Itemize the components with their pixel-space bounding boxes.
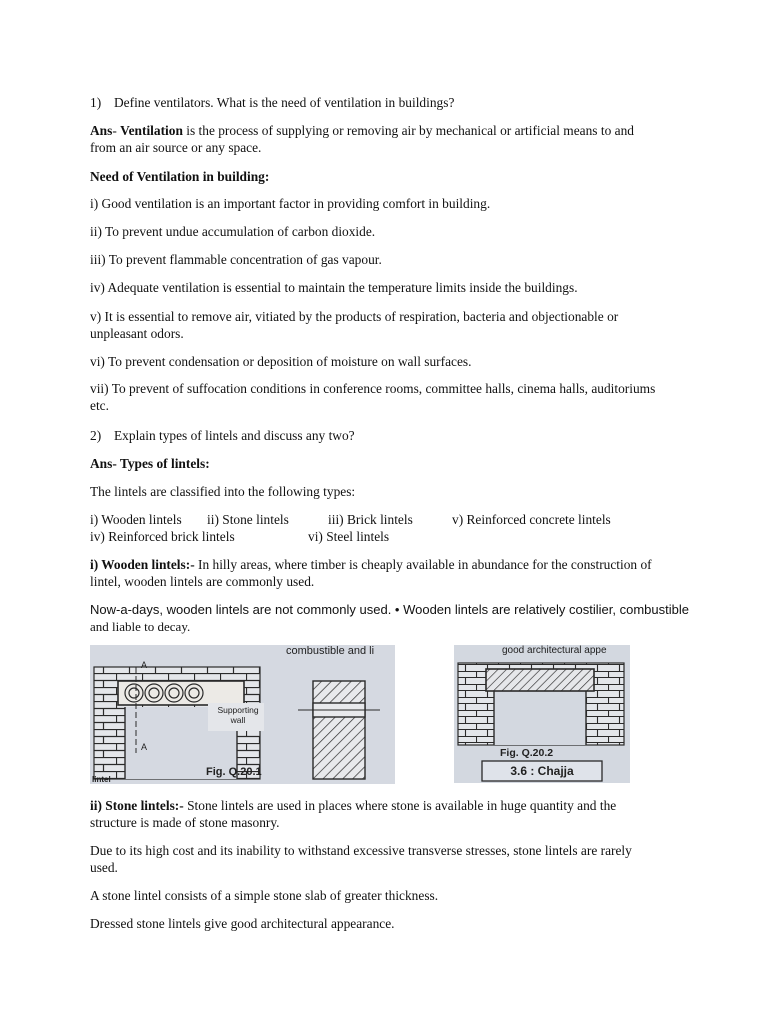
figure-wooden-lintel: [90, 645, 395, 784]
chajja-caption-box: 3.6 : Chajja: [510, 764, 574, 778]
need-item: iii) To prevent flammable concentration of gas vapour.: [90, 252, 382, 267]
lintel-type: v) Reinforced concrete lintels: [452, 512, 611, 527]
wooden-lintels: i) Wooden lintels:- In hilly areas, where timber is cheaply available in abundance for the construction of lintel, wooden lintels are commonly used.: [90, 557, 652, 589]
figure-top-text: good architectural appe: [502, 645, 607, 656]
need-heading: Need of Ventilation in building:: [90, 169, 270, 184]
lintel-type: iii) Brick lintels: [328, 512, 413, 527]
lintel-type: i) Wooden lintels: [90, 512, 182, 527]
classified-text: The lintels are classified into the following types:: [90, 484, 356, 499]
stone-paragraph-4: Dressed stone lintels give good architectural appearance.: [90, 916, 395, 931]
stone-paragraph-2: Due to its high cost and its inability to withstand excessive transverse stresses, stone lintels are rarely used.: [90, 843, 632, 875]
question-text: Explain types of lintels and discuss any two?: [114, 428, 355, 443]
need-item: i) Good ventilation is an important factor in providing comfort in building.: [90, 196, 491, 211]
lintel-type: vi) Steel lintels: [308, 529, 390, 544]
term-ventilation: Ventilation: [120, 123, 183, 138]
need-item: iv) Adequate ventilation is essential to maintain the temperature limits inside the buildings.: [90, 280, 578, 295]
stone-lintels: ii) Stone lintels:- Stone lintels are used in places where stone is available in huge quantity and the structure is made of stone masonry.: [90, 798, 617, 830]
answer-2-heading: Ans- Types of lintels:: [90, 456, 210, 471]
chajja-drawing: [454, 645, 630, 783]
question-number: 2): [90, 428, 102, 443]
need-item: v) It is essential to remove air, vitiated by the products of respiration, bacteria and objectionable or unpleasant odors.: [90, 309, 619, 341]
wooden-paragraph-2: Now-a-days, wooden lintels are not commonly used. • Wooden lintels are relatively costilier, combustible and liable to decay.: [90, 602, 689, 634]
lintel-type: iv) Reinforced brick lintels: [90, 529, 235, 544]
question-number: 1): [90, 95, 102, 110]
question-text: Define ventilators. What is the need of ventilation in buildings?: [114, 95, 455, 110]
need-item: vii) To prevent of suffocation conditions in conference rooms, committee halls, cinema halls, auditoriums etc.: [90, 381, 656, 413]
section-mark: A: [141, 742, 148, 752]
need-item: ii) To prevent undue accumulation of carbon dioxide.: [90, 224, 376, 239]
supporting-wall-label: Supporting wall: [217, 705, 259, 725]
stone-paragraph-3: A stone lintel consists of a simple stone slab of greater thickness.: [90, 888, 439, 903]
figure-caption: Fig. Q.20.2: [500, 747, 554, 759]
lintel-type: ii) Stone lintels: [207, 512, 289, 527]
section-mark: A: [141, 660, 148, 670]
answer-1: Ans- Ventilation is the process of supplying or removing air by mechanical or artificial means to and from an air source or any space.: [90, 123, 634, 155]
figure-top-text: combustible and li: [286, 645, 375, 657]
figure-caption: Fig. Q.20.1: [206, 766, 262, 778]
question-2: [90, 427, 690, 444]
need-item: vi) To prevent condensation or deposition of moisture on wall surfaces.: [90, 354, 472, 369]
figure-chajja: [454, 645, 630, 783]
question-1: [90, 94, 690, 111]
figure-corner-text: lintel: [92, 775, 111, 784]
